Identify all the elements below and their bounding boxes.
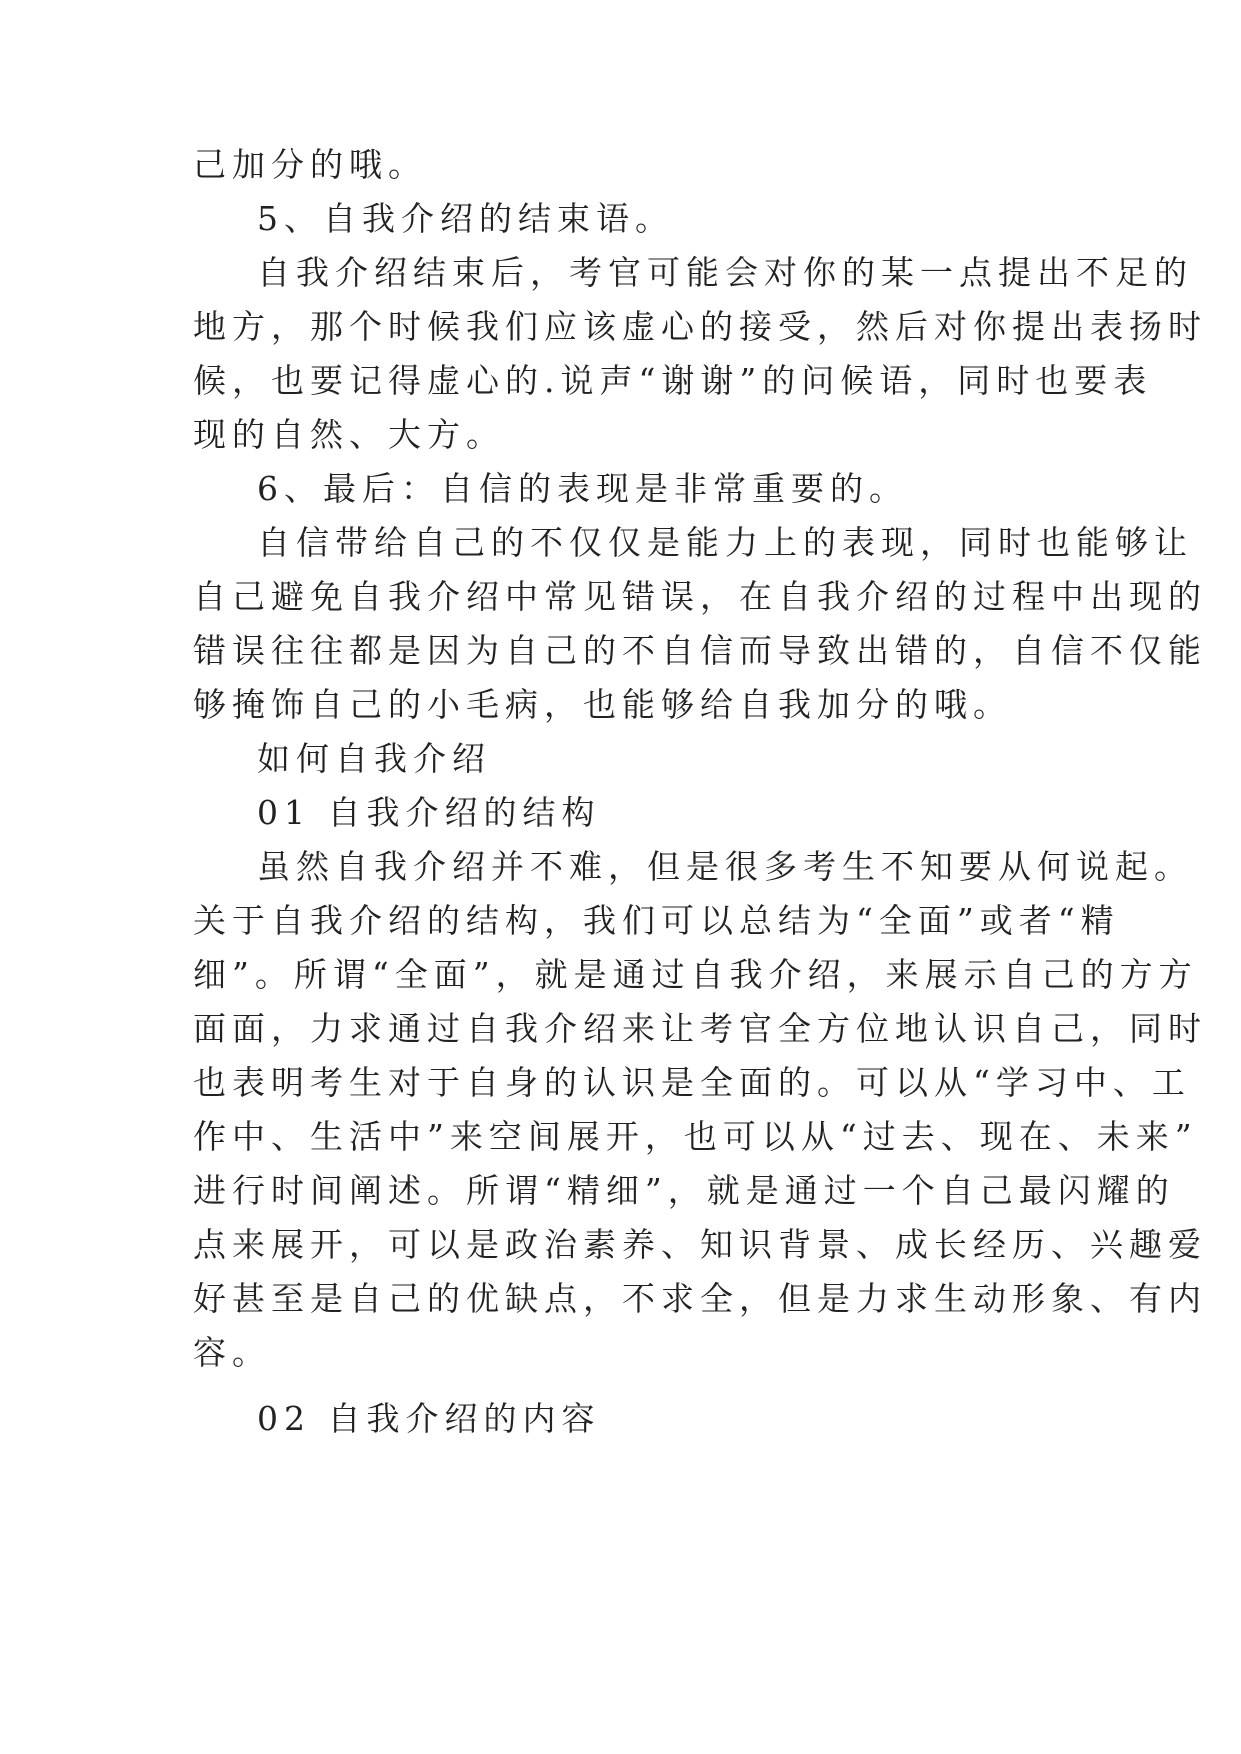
text-line: 也表明考生对于自身的认识是全面的。可以从“学习中、工 [193,1063,1191,1102]
text-line: 现的自然、大方。 [193,415,505,454]
text-line: 地方，那个时候我们应该虚心的接受，然后对你提出表扬时 [193,307,1207,346]
text-line: 候，也要记得虚心的.说声“谢谢”的问候语，同时也要表 [193,361,1153,400]
text-line: 虽然自我介绍并不难，但是很多考生不知要从何说起。 [257,847,1193,886]
text-line: 自我介绍结束后，考官可能会对你的某一点提出不足的 [257,253,1193,292]
text-line: 关于自我介绍的结构，我们可以总结为“全面”或者“精 [193,901,1120,940]
text-line: 容。 [193,1333,271,1372]
section-heading: 6、最后：自信的表现是非常重要的。 [257,469,908,508]
text-line: 进行时间阐述。所谓“精细”，就是通过一个自己最闪耀的 [193,1171,1175,1210]
text-line: 自信带给自己的不仅仅是能力上的表现，同时也能够让 [257,523,1193,562]
text-line: 自己避免自我介绍中常见错误，在自我介绍的过程中出现的 [193,577,1207,616]
text-line: 点来展开，可以是政治素养、知识背景、成长经历、兴趣爱 [193,1225,1207,1264]
text-line: 己加分的哦。 [193,145,427,184]
text-line: 好甚至是自己的优缺点，不求全，但是力求生动形象、有内 [193,1279,1207,1318]
section-heading: 5、自我介绍的结束语。 [257,199,674,238]
text-line: 作中、生活中”来空间展开，也可以从“过去、现在、未来” [193,1117,1198,1156]
text-line: 面面，力求通过自我介绍来让考官全方位地认识自己，同时 [193,1009,1207,1048]
text-line: 够掩饰自己的小毛病，也能够给自我加分的哦。 [193,685,1012,724]
text-line: 错误往往都是因为自己的不自信而导致出错的，自信不仅能 [193,631,1207,670]
section-heading: 01 自我介绍的结构 [257,793,601,832]
section-title: 如何自我介绍 [257,739,491,778]
section-heading: 02 自我介绍的内容 [257,1399,601,1438]
text-line: 细”。所谓“全面”，就是通过自我介绍，来展示自己的方方 [193,955,1198,994]
